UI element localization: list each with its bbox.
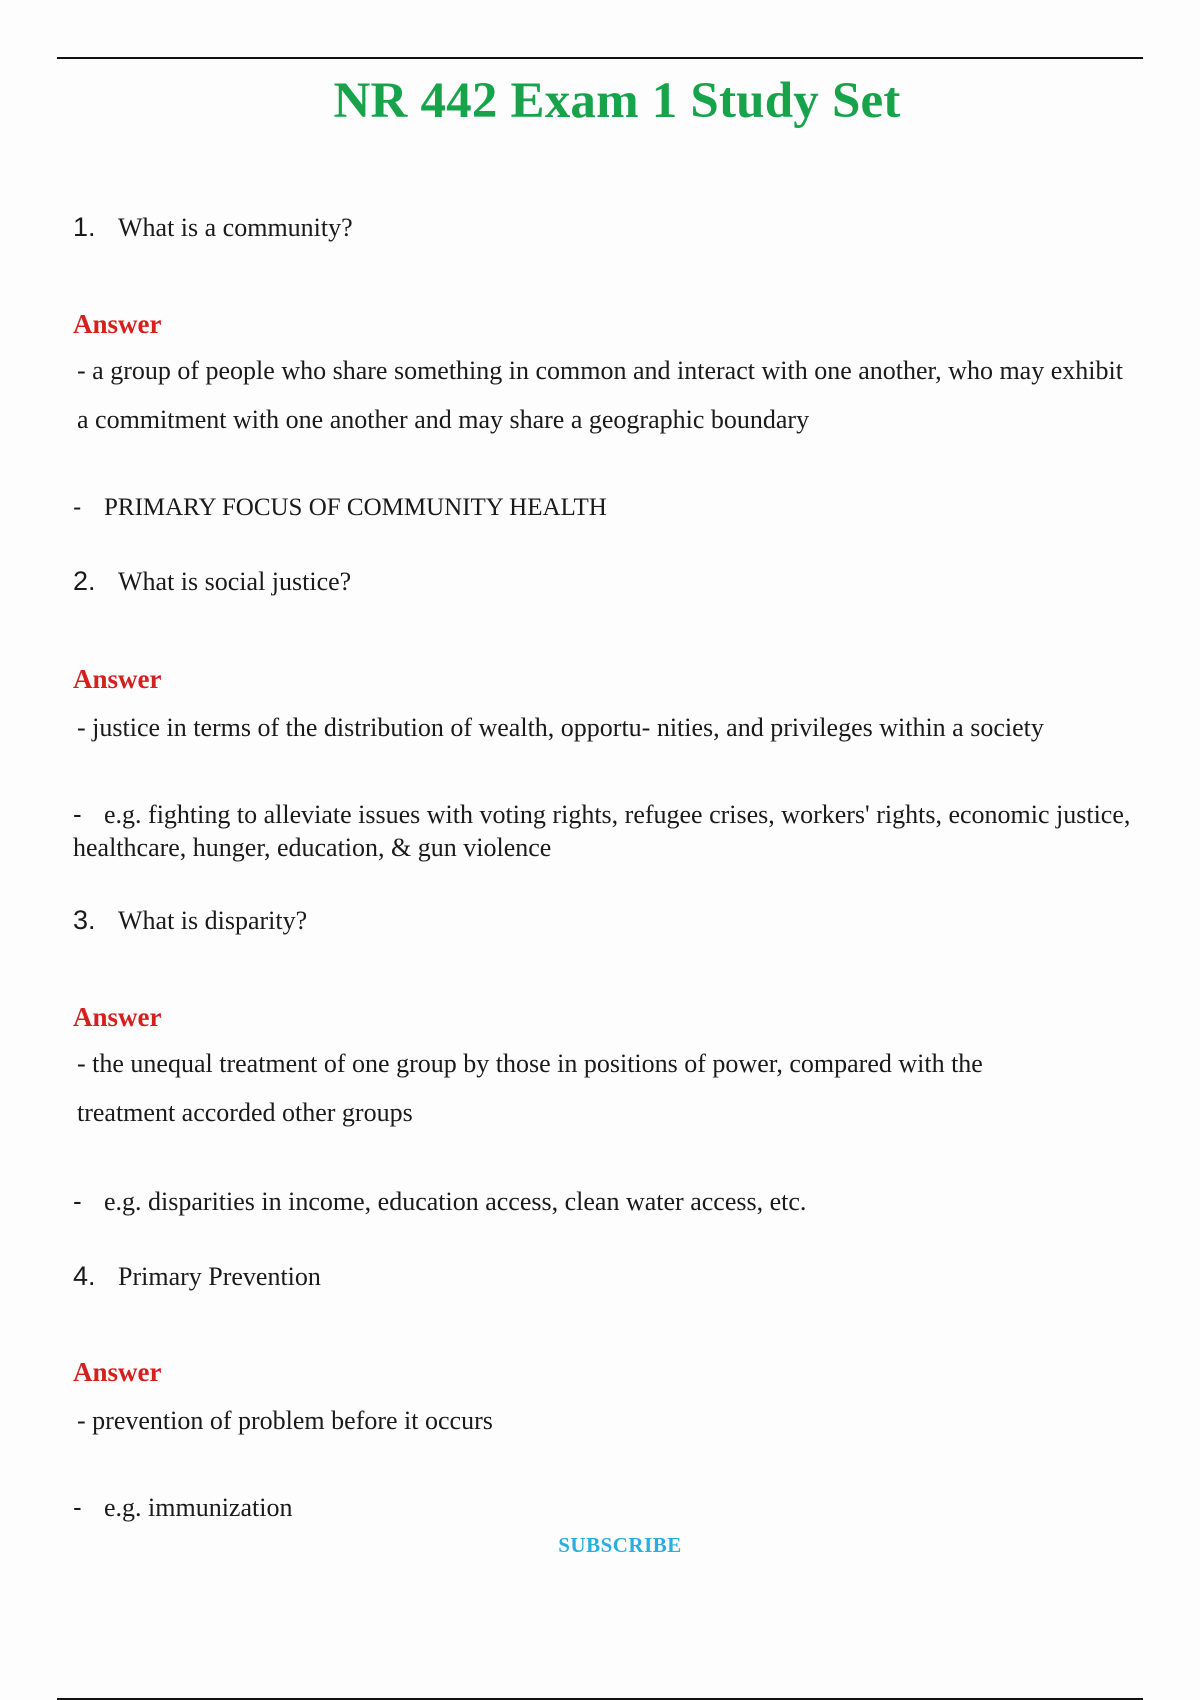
answer-label: Answer <box>73 309 162 339</box>
note-text: e.g. disparities in income, education access, clean water access, etc. <box>104 1187 807 1216</box>
note-text: e.g. fighting to alleviate issues with voting rights, refugee crises, workers' rights, economic justice, healthcare, hunger, education, & gun violence <box>73 800 1131 862</box>
answer-block-2 <box>73 662 1133 745</box>
answer-text: - the unequal treatment of one group by those in positions of power, compared with the treatment accorded other groups <box>77 1049 983 1127</box>
question-number: 3. <box>73 905 96 935</box>
question-number: 1. <box>73 212 96 242</box>
question-text: What is disparity? <box>118 906 308 935</box>
question-line <box>73 564 1133 599</box>
answer-text: - a group of people who share something in common and interact with one another, who may exhibit a commitment with one another and may share a geographic boundary <box>77 356 1123 434</box>
page-title: NR 442 Exam 1 Study Set <box>333 73 901 129</box>
note-4 <box>73 1491 1133 1524</box>
top-rule <box>57 57 1143 59</box>
answer-block-3 <box>73 1000 1133 1137</box>
question-text: What is social justice? <box>118 567 352 596</box>
question-number: 2. <box>73 566 96 596</box>
note-text: PRIMARY FOCUS OF COMMUNITY HEALTH <box>104 494 607 521</box>
note-1 <box>73 491 1133 524</box>
note-text: e.g. immunization <box>104 1493 293 1522</box>
note-3 <box>73 1185 1133 1218</box>
answer-text: - justice in terms of the distribution of wealth, opportu- nities, and privileges within a society <box>77 713 1044 742</box>
answer-block-4 <box>73 1355 1133 1438</box>
question-item-4 <box>73 1259 1133 1294</box>
question-line <box>73 903 1133 938</box>
dash-bullet: - <box>73 799 82 829</box>
subscribe-link[interactable]: SUBSCRIBE <box>558 1533 682 1557</box>
answer-label: Answer <box>73 1357 162 1387</box>
note-2 <box>73 798 1133 864</box>
dash-bullet: - <box>73 493 82 521</box>
question-text: Primary Prevention <box>118 1262 321 1291</box>
question-item-2 <box>73 564 1133 599</box>
dash-bullet: - <box>73 1186 82 1216</box>
answer-label: Answer <box>73 1002 162 1032</box>
question-line <box>73 1259 1133 1294</box>
answer-label: Answer <box>73 664 162 694</box>
question-text: What is a community? <box>118 213 353 242</box>
question-number: 4. <box>73 1261 96 1291</box>
question-line <box>73 210 1133 245</box>
dash-bullet: - <box>73 1492 82 1522</box>
question-item-3 <box>73 903 1133 938</box>
answer-text: - prevention of problem before it occurs <box>77 1406 493 1435</box>
answer-block-1 <box>73 307 1133 444</box>
question-item-1 <box>73 210 1133 245</box>
